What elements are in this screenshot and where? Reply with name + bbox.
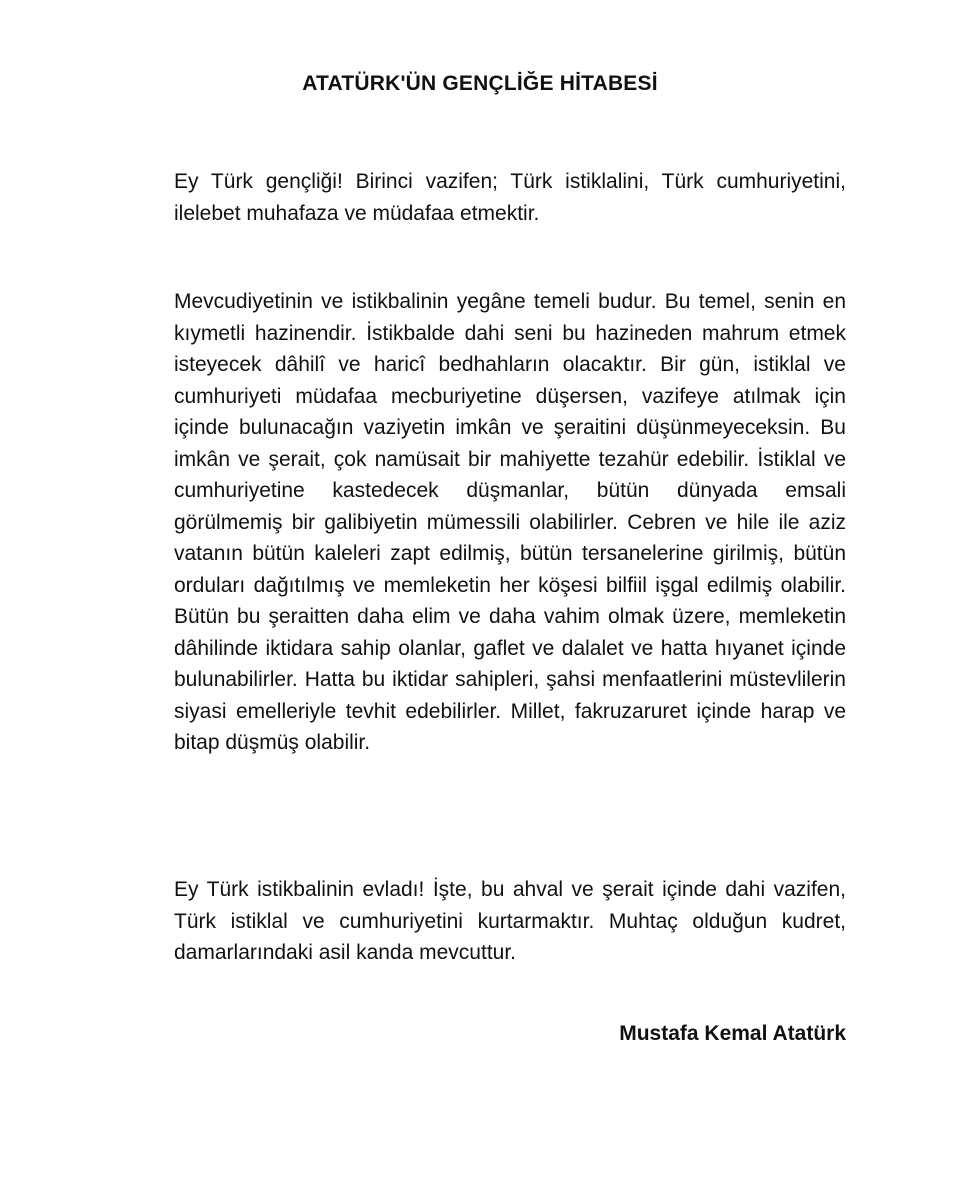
signature: Mustafa Kemal Atatürk <box>619 1022 846 1045</box>
paragraph-3: Ey Türk istikbalinin evladı! İşte, bu ahval ve şerait içinde dahi vazifen, Türk istiklal ve cumhuriyetini kurtarmaktır. Muhtaç olduğun kudret, damarlarındaki asil kanda mevcuttur. <box>174 878 846 964</box>
paragraph-1: Ey Türk gençliği! Birinci vazifen; Türk istiklalini, Türk cumhuriyetini, ilelebet muhafaza ve müdafaa etmektir. <box>174 170 846 225</box>
paragraph-2: Mevcudiyetinin ve istikbalinin yegâne temeli budur. Bu temel, senin en kıymetli hazinendir. İstikbalde dahi seni bu hazineden mahrum etmek isteyecek dâhilî ve haricî bedhahların olacaktır. Bir gün, istiklal ve cumhuriyeti müdafaa mecburiyetine düşersen, vazifeye atılmak için içinde bulunacağın vaziyetin imkân ve şeraitini düşünmeyeceksin. Bu imkân ve şerait, çok namüsait bir mahiyette tezahür edebilir. İstiklal ve cumhuriyetine kastedecek düşmanlar, bütün dünyada emsali görülmemiş bir galibiyetin mümessili olabilirler. Cebren ve hile ile aziz vatanın bütün kaleleri zapt edilmiş, bütün tersanelerine girilmiş, bütün orduları dağıtılmış ve memleketin her köşesi bilfiil işgal edilmiş olabilir. Bütün bu şeraitten daha elim ve daha vahim olmak üzere, memleketin dâhilinde iktidara sahip olanlar, gaflet ve dalalet ve hatta hıyanet içinde bulunabilirler. Hatta bu iktidar sahipleri, şahsi menfaatlerini müstevlilerin siyasi emelleriyle tevhit edebilirler. Millet, fakruzaruret içinde harap ve bitap düşmüş olabilir. <box>174 290 846 754</box>
document-title: ATATÜRK'ÜN GENÇLİĞE HİTABESİ <box>302 72 658 95</box>
